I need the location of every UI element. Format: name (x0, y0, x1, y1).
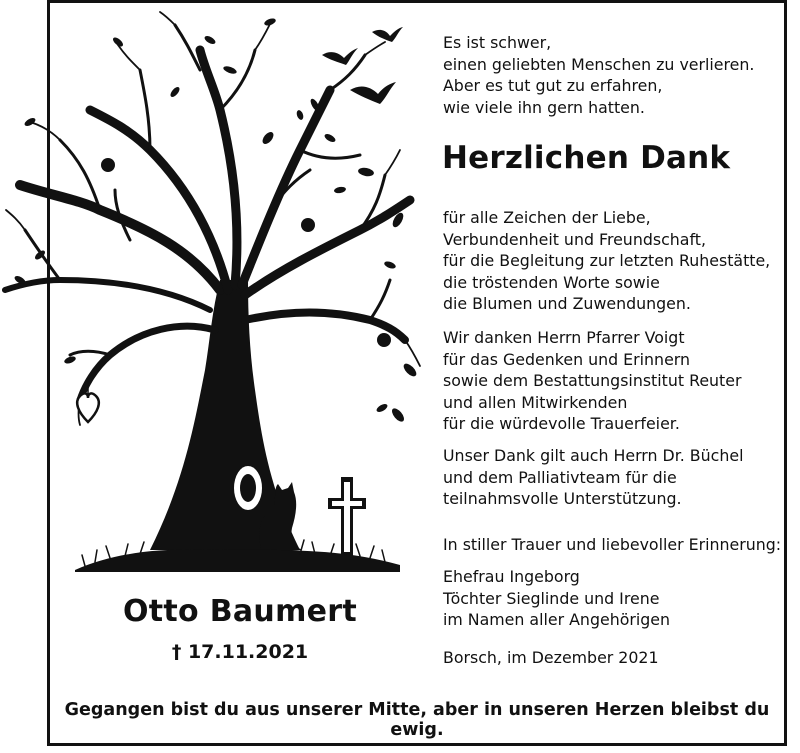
verse: Es ist schwer, einen geliebten Menschen zu verlieren. Aber es tut gut zu erfahren, wie viele ihn gern hatten. (443, 33, 755, 117)
notice-title: Herzlichen Dank (442, 140, 731, 176)
thanks-paragraph-3: Unser Dank gilt auch Herrn Dr. Büchel und dem Palliativteam für die teilnahmsvolle Unterstützung. (443, 446, 744, 508)
family-signature: Ehefrau Ingeborg Töchter Sieglinde und Irene im Namen aller Angehörigen (443, 567, 671, 629)
place-date: Borsch, im Dezember 2021 (443, 648, 659, 667)
footer-quote: Gegangen bist du aus unserer Mitte, aber in unseren Herzen bleibst du ewig. (64, 700, 770, 740)
tree-illustration (0, 10, 430, 575)
closing-line: In stiller Trauer und liebevoller Erinnerung: (443, 535, 782, 554)
thanks-paragraph-1: für alle Zeichen der Liebe, Verbundenheit und Freundschaft, für die Begleitung zur letzten Ruhestätte, die tröstenden Worte sowie die Blumen und Zuwendungen. (443, 208, 771, 313)
thanks-paragraph-2: Wir danken Herrn Pfarrer Voigt für das Gedenken und Erinnern sowie dem Bestattungsinstitut Reuter und allen Mitwirkenden für die würdevolle Trauerfeier. (443, 328, 742, 433)
death-date: † 17.11.2021 (171, 641, 309, 663)
deceased-name: Otto Baumert (122, 594, 358, 629)
